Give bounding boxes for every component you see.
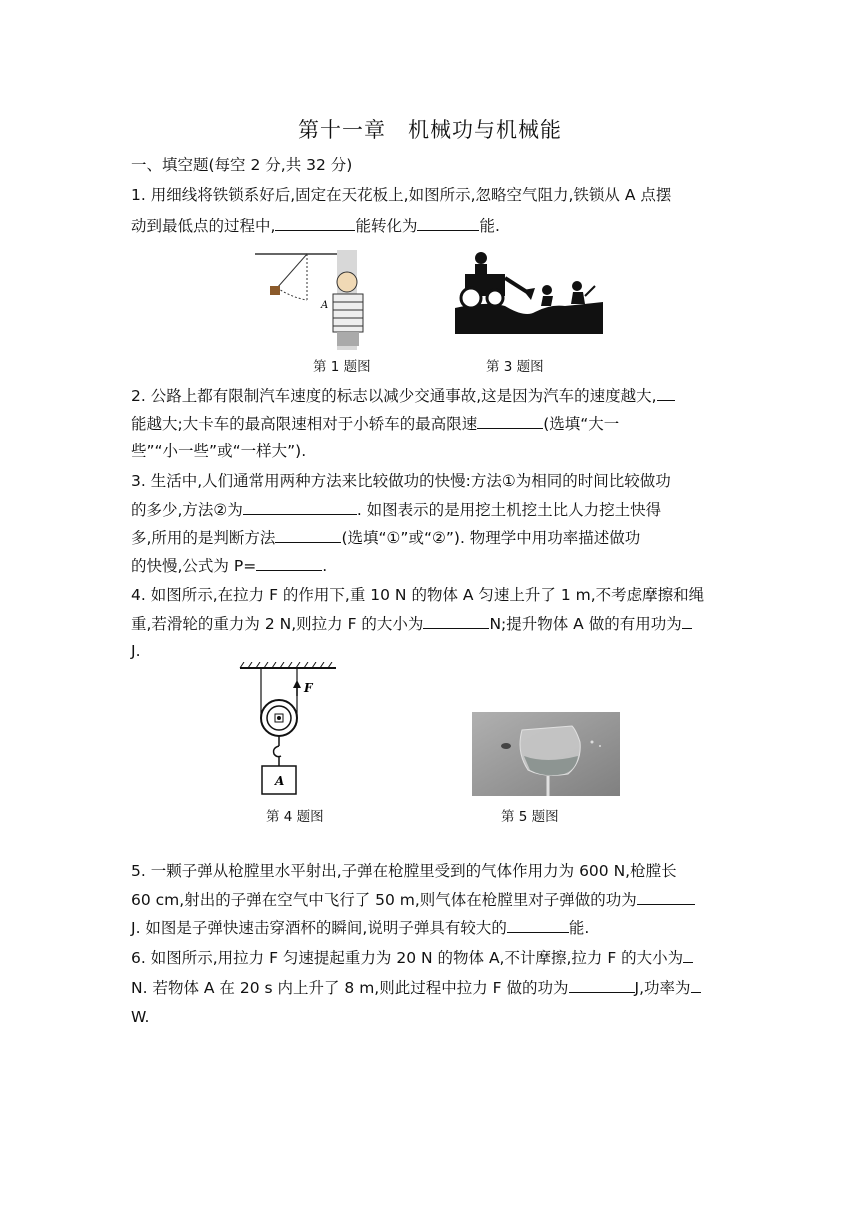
q5-text-c: 能. — [568, 919, 590, 937]
section-heading: 一、填空题(每空 2 分,共 32 分) — [131, 156, 353, 174]
q3-blank-1[interactable] — [243, 498, 357, 515]
q3-line-4 — [131, 554, 327, 577]
fig5-caption: 第 5 题图 — [501, 809, 559, 825]
q3-line-1: 3. 生活中,人们通常用两种方法来比较做功的快慢:方法①为相同的时间比较做功 — [131, 472, 671, 490]
q3-text-a: 的多少,方法②为 — [131, 501, 243, 519]
fig3-caption: 第 3 题图 — [486, 359, 544, 375]
fig5-bullet-glass-photo — [472, 712, 620, 796]
q6-text-c: J,功率为 — [634, 979, 691, 997]
q6-blank-1[interactable] — [683, 946, 693, 963]
q3-blank-2[interactable] — [275, 526, 341, 543]
q3-text-e: 的快慢,公式为 P= — [131, 557, 257, 575]
q2-line-3: 些”“小一些”或“一样大”). — [131, 442, 307, 460]
q1-text-c: 能. — [479, 217, 500, 235]
q5-blank-2[interactable] — [507, 916, 569, 933]
q6-line-3: W. — [131, 1008, 150, 1026]
q2-blank-1[interactable] — [657, 384, 675, 401]
fig4-label-a: A — [275, 774, 285, 788]
q5-line-1: 5. 一颗子弹从枪膛里水平射出,子弹在枪膛里受到的气体作用力为 600 N,枪膛长 — [131, 862, 677, 880]
fig1-pendulum-illustration — [255, 250, 375, 350]
fig4-label-f: F — [304, 681, 313, 695]
q5-line-2 — [131, 888, 695, 911]
fig1-label-a: A — [321, 300, 329, 311]
fig4-caption: 第 4 题图 — [266, 809, 324, 825]
q6-blank-2[interactable] — [569, 976, 635, 993]
q6-blank-3[interactable] — [691, 976, 701, 993]
q3-line-3 — [131, 526, 640, 549]
q2-text-c: (选填“大一 — [543, 415, 620, 433]
q1-line-2 — [131, 214, 500, 237]
page-title: 第十一章 机械功与机械能 — [298, 118, 562, 142]
q1-text-b: 能转化为 — [355, 217, 418, 235]
q3-text-c: 多,所用的是判断方法 — [131, 529, 276, 547]
q3-text-b: . 如图表示的是用挖土机挖土比人力挖土快得 — [356, 501, 662, 519]
q3-text-d: (选填“①”或“②”). 物理学中用功率描述做功 — [341, 529, 641, 547]
q1-line-1: 1. 用细线将铁锁系好后,固定在天花板上,如图所示,忽略空气阻力,铁锁从 A 点摆 — [131, 186, 672, 204]
fig1-caption: 第 1 题图 — [313, 359, 371, 375]
q2-line-2 — [131, 412, 619, 435]
q1-blank-1[interactable] — [275, 214, 355, 231]
q5-line-3 — [131, 916, 589, 939]
q4-text-b: N;提升物体 A 做的有用功为 — [489, 615, 682, 633]
q5-blank-1[interactable] — [637, 888, 695, 905]
q6-text-b: N. 若物体 A 在 20 s 内上升了 8 m,则此过程中拉力 F 做的功为 — [131, 979, 569, 997]
q4-line-1: 4. 如图所示,在拉力 F 的作用下,重 10 N 的物体 A 匀速上升了 1 m,不考虑摩擦和绳 — [131, 586, 705, 604]
q1-blank-2[interactable] — [417, 214, 479, 231]
q3-text-f: . — [322, 557, 328, 575]
q3-line-2 — [131, 498, 661, 521]
q6-line-1 — [131, 946, 693, 969]
q4-line-2 — [131, 612, 692, 635]
q6-text-a: 6. 如图所示,用拉力 F 匀速提起重力为 20 N 的物体 A,不计摩擦,拉力 F 的大小为 — [131, 949, 684, 967]
q2-text-a: 2. 公路上都有限制汽车速度的标志以减少交通事故,这是因为汽车的速度越大, — [131, 387, 657, 405]
fig3-excavator-illustration — [455, 246, 603, 334]
q5-text-b: J. 如图是子弹快速击穿酒杯的瞬间,说明子弹具有较大的 — [131, 919, 507, 937]
q4-blank-2[interactable] — [682, 612, 692, 629]
q4-blank-1[interactable] — [423, 612, 489, 629]
q4-text-a: 重,若滑轮的重力为 2 N,则拉力 F 的大小为 — [131, 615, 424, 633]
q2-text-b: 能越大;大卡车的最高限速相对于小轿车的最高限速 — [131, 415, 478, 433]
q6-line-2 — [131, 976, 701, 999]
q5-text-a: 60 cm,射出的子弹在空气中飞行了 50 m,则气体在枪膛里对子弹做的功为 — [131, 891, 637, 909]
q3-blank-3[interactable] — [256, 554, 322, 571]
q2-line-1 — [131, 384, 675, 407]
fig4-pulley-diagram — [236, 662, 340, 796]
q2-blank-2[interactable] — [477, 412, 543, 429]
q1-text-a: 动到最低点的过程中, — [131, 217, 276, 235]
q4-line-3: J. — [131, 642, 141, 660]
